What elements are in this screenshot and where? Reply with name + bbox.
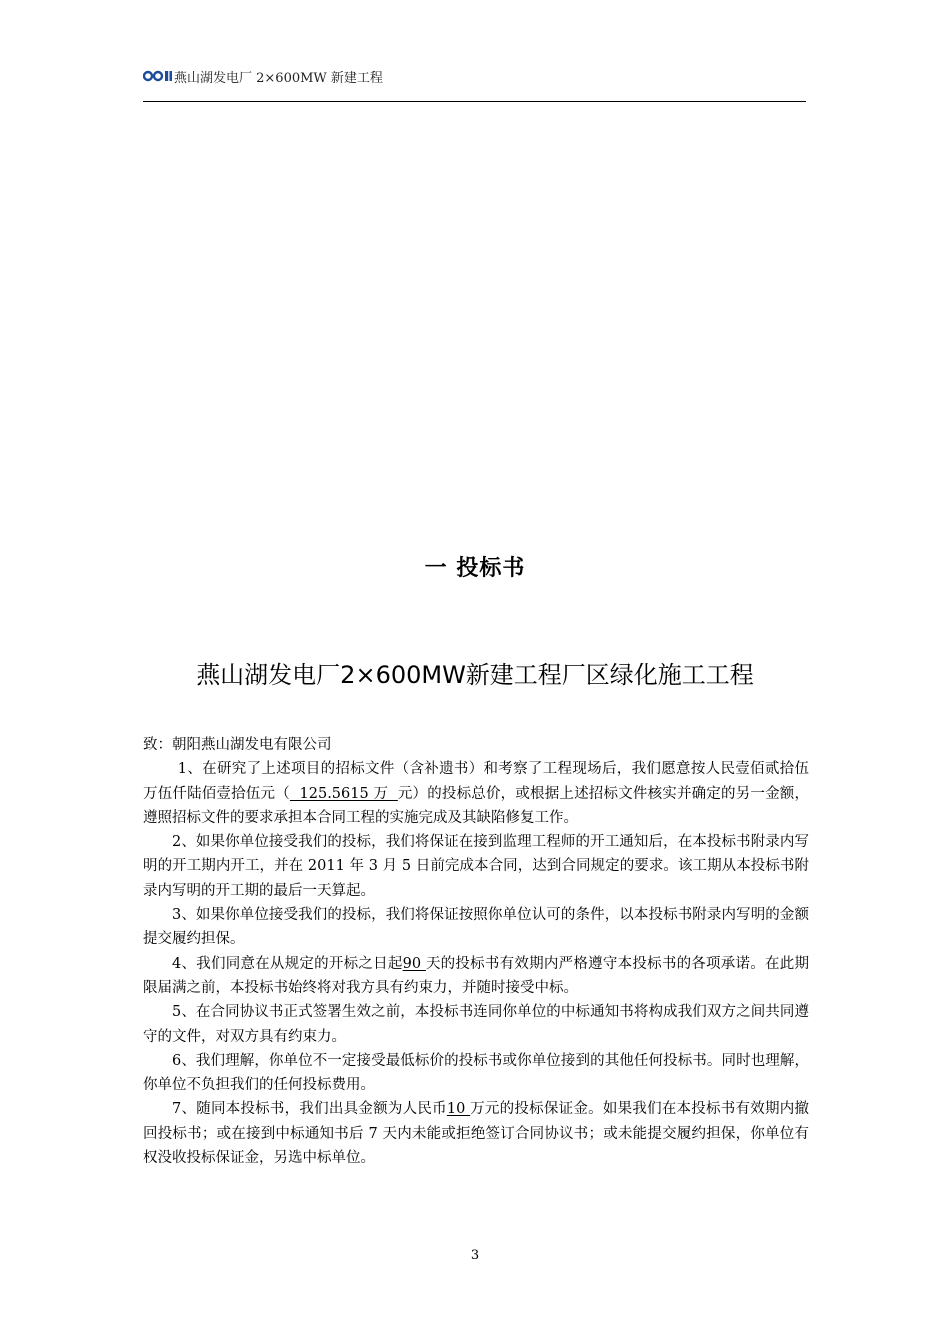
document-body: [143, 733, 809, 1170]
paragraph-5: 5、在合同协议书正式签署生效之前，本投标书连同你单位的中标通知书将构成我们双方之间共同遵守的文件，对双方具有约束力。: [143, 1004, 809, 1045]
paragraph-1: 1、在研究了上述项目的招标文件（含补遗书）和考察了工程现场后，我们愿意按人民壹佰贰拾伍万伍仟陆佰壹拾伍元（ 125.5615 万 元）的投标总价，或根据上述招标文件核实并确定的另一金额，遵照招标文件的要求承担本合同工程的实施完成及其缺陷修复工作。: [143, 761, 810, 826]
bid-bond-amount: 10: [446, 1101, 471, 1118]
bid-amount: 125.5615 万: [289, 785, 398, 802]
header-divider: [143, 101, 806, 102]
section-title: 一 投标书: [424, 556, 526, 581]
project-title: 燕山湖发电厂2×600MW新建工程厂区绿化施工工程: [196, 661, 754, 689]
header-title: 燕山湖发电厂 2×600MW 新建工程: [174, 70, 383, 86]
paragraph-4: 4、我们同意在从规定的开标之日起90 天的投标书有效期内严格遵守本投标书的各项承诺。在此期限届满之前，本投标书始终将对我方具有约束力，并随时接受中标。: [143, 955, 810, 996]
company-logo-icon: [143, 69, 173, 83]
paragraph-7: 7、随同本投标书，我们出具金额为人民币10 万元的投标保证金。如果我们在本投标书有效期内撤回投标书；或在接到中标通知书后 7 天内未能或拒绝签订合同协议书；或未能提交履约担保，你单位有权没收投标保证金，另选中标单位。: [143, 1101, 809, 1167]
paragraph-3: 3、如果你单位接受我们的投标，我们将保证按照你单位认可的条件，以本投标书附录内写明的金额提交履约担保。: [143, 907, 809, 948]
page-header: [143, 66, 806, 86]
paragraph-6: 6、我们理解，你单位不一定接受最低标价的投标书或你单位接到的其他任何投标书。同时也理解，你单位不负担我们的任何投标费用。: [143, 1052, 809, 1094]
paragraph-2: 2、如果你单位接受我们的投标，我们将保证在接到监理工程师的开工通知后，在本投标书附录内写明的开工期内开工，并在 2011 年 3 月 5 日前完成本合同，达到合同规定的要求。该工期从本投标书附录内写明的开工期的最后一天算起。: [143, 834, 809, 899]
page-number: 3: [470, 1248, 480, 1263]
addressee: 致：朝阳燕山湖发电有限公司: [143, 737, 332, 753]
validity-days: 90: [402, 955, 426, 972]
